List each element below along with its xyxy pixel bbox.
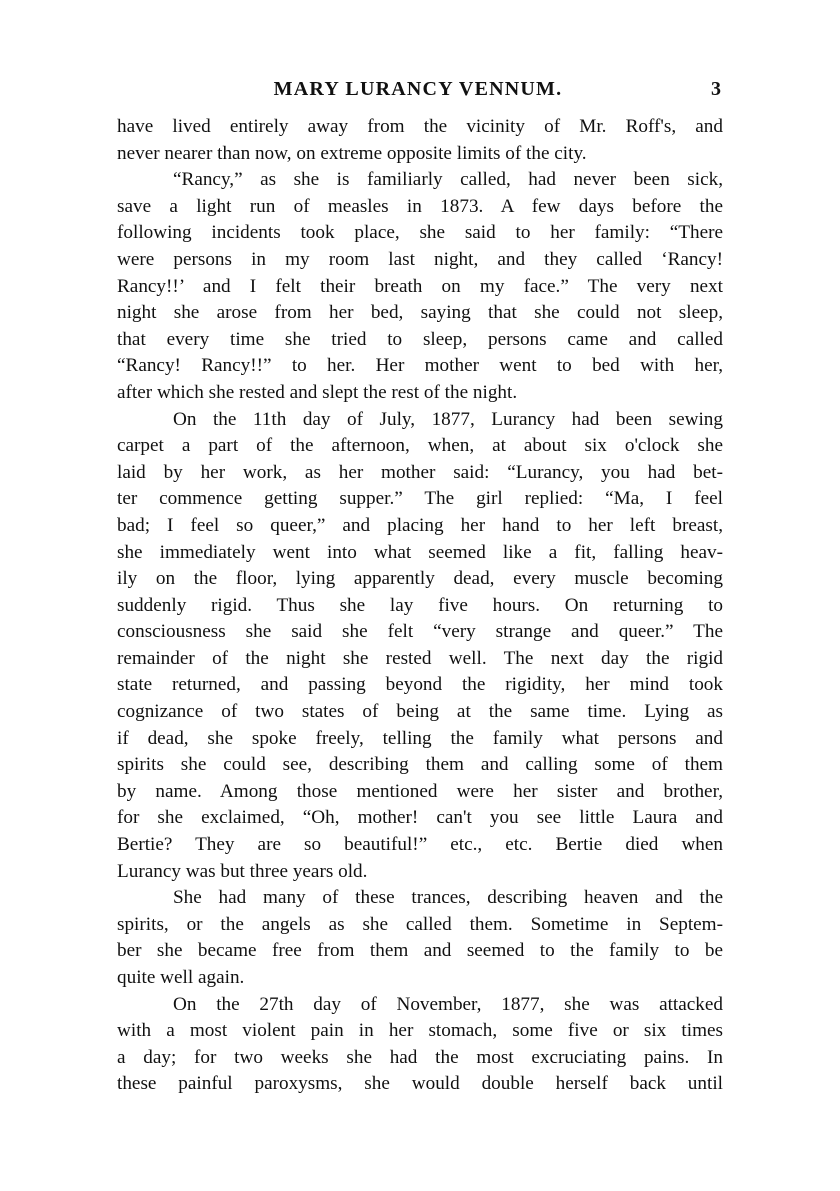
text-line: by name. Among those mentioned were her sister and brother, — [117, 780, 723, 802]
text-line: if dead, she spoke freely, telling the family what persons and — [117, 727, 723, 749]
text-line: carpet a part of the afternoon, when, at about six o'clock she — [117, 435, 723, 457]
text-line: she immediately went into what seemed like a fit, falling heav- — [117, 541, 723, 563]
text-line: Rancy!!’ and I felt their breath on my face.” The very next — [117, 275, 723, 297]
text-line: have lived entirely away from the vicinity of Mr. Roff's, and — [117, 116, 723, 137]
text-line: ily on the floor, lying apparently dead, every muscle becoming — [117, 568, 723, 590]
text-line: after which she rested and slept the rest of the night. — [117, 381, 518, 403]
body-text — [117, 114, 723, 1098]
text-line: remainder of the night she rested well. The next day the rigid — [117, 647, 723, 669]
running-title: MARY LURANCY VENNUM. — [273, 78, 563, 100]
text-line: spirits, or the angels as she called them. Sometime in Septem- — [117, 913, 723, 935]
text-line: Lurancy was but three years old. — [117, 860, 368, 882]
text-line: laid by her work, as her mother said: “Lurancy, you had bet- — [117, 461, 723, 483]
text-line: spirits she could see, describing them and calling some of them — [117, 754, 723, 776]
text-line: “Rancy! Rancy!!” to her. Her mother went to bed with her, — [117, 355, 723, 377]
text-line: following incidents took place, she said to her family: “There — [117, 222, 723, 244]
text-line: ber she became free from them and seemed to the family to be — [117, 940, 723, 962]
text-line: night she arose from her bed, saying that she could not sleep, — [117, 302, 723, 324]
text-line: suddenly rigid. Thus she lay five hours. On returning to — [117, 594, 723, 616]
text-line: that every time she tried to sleep, persons came and called — [117, 328, 723, 350]
text-line: “Rancy,” as she is familiarly called, had never been sick, — [173, 169, 723, 191]
text-line: On the 11th day of July, 1877, Lurancy had been sewing — [173, 408, 723, 430]
text-line: these painful paroxysms, she would double herself back until — [117, 1073, 723, 1095]
text-line: save a light run of measles in 1873. A few days before the — [117, 195, 723, 217]
text-line: Bertie? They are so beautiful!” etc., etc. Bertie died when — [117, 834, 723, 856]
text-line: She had many of these trances, describing heaven and the — [173, 887, 723, 909]
text-line: consciousness she said she felt “very strange and queer.” The — [117, 621, 723, 643]
text-line: were persons in my room last night, and they called ‘Rancy! — [117, 248, 723, 270]
text-line: for she exclaimed, “Oh, mother! can't you see little Laura and — [117, 807, 723, 829]
text-line: bad; I feel so queer,” and placing her hand to her left breast, — [117, 514, 723, 536]
page-number: 3 — [711, 78, 721, 100]
text-line: On the 27th day of November, 1877, she was attacked — [173, 993, 723, 1015]
text-line: quite well again. — [117, 967, 245, 988]
text-line: never nearer than now, on extreme opposite limits of the city. — [117, 142, 587, 164]
text-line: state returned, and passing beyond the rigidity, her mind took — [117, 674, 723, 696]
text-line: with a most violent pain in her stomach, some five or six times — [117, 1020, 723, 1042]
text-line: cognizance of two states of being at the same time. Lying as — [117, 701, 723, 723]
text-line: a day; for two weeks she had the most excruciating pains. In — [117, 1046, 723, 1068]
running-head — [115, 74, 721, 104]
text-line: ter commence getting supper.” The girl replied: “Ma, I feel — [117, 488, 723, 510]
